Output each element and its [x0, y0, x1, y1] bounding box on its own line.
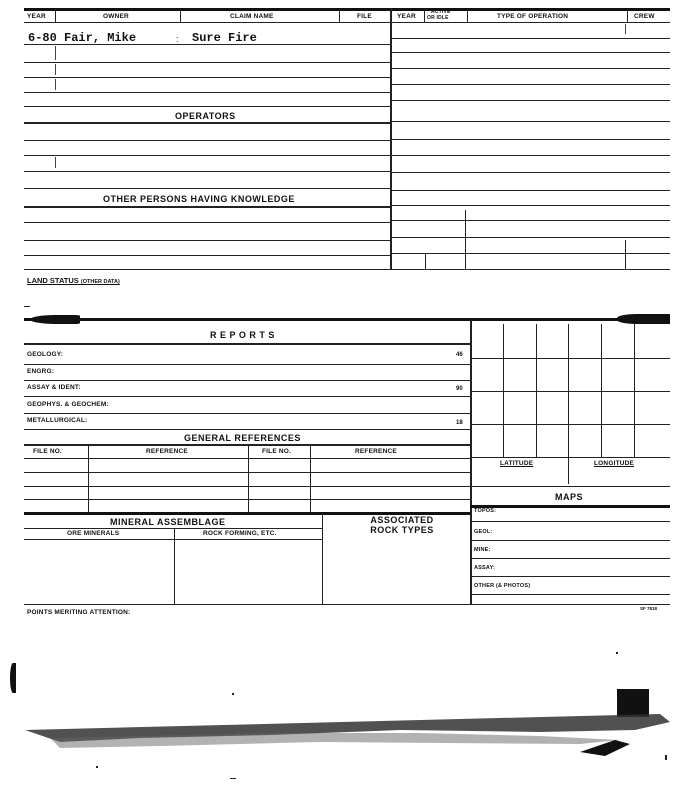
- right-row-line: [392, 52, 670, 53]
- maps-row-line: [470, 558, 670, 559]
- gr-col-divider: [248, 445, 249, 512]
- mineral-assemblage-heading: MINERAL ASSEMBLAGE: [110, 517, 226, 527]
- points-meriting-attention-label: POINTS MERITING ATTENTION:: [27, 609, 131, 616]
- coord-grid-row: [470, 358, 670, 359]
- header-sep: [627, 9, 628, 22]
- maps-heading: MAPS: [555, 492, 584, 502]
- land-status-label-group: [27, 276, 120, 285]
- report-number-assay: 90: [456, 386, 463, 392]
- right-col-divider: [465, 210, 466, 270]
- speck: [96, 766, 98, 768]
- col-year-label: YEAR: [27, 13, 46, 20]
- report-label-engrg: ENGRG:: [27, 368, 55, 375]
- speck: [616, 652, 618, 654]
- right-row-line: [392, 100, 670, 101]
- right-row-line: [392, 84, 670, 85]
- general-references-band: [24, 444, 470, 446]
- gr-col-reference-1: REFERENCE: [146, 448, 188, 455]
- col-type-of-operation-label: TYPE OF OPERATION: [497, 13, 569, 20]
- header-sep: [180, 9, 181, 22]
- right-row-line: [392, 190, 670, 191]
- bottom-noise-band: [20, 700, 675, 760]
- reports-band: [24, 343, 470, 345]
- associated-rock-types-heading-2: ROCK TYPES: [370, 525, 434, 535]
- maps-band: [470, 505, 670, 508]
- owner-row-line: [24, 77, 390, 78]
- report-label-geophys: GEOPHYS. & GEOCHEM:: [27, 401, 109, 408]
- coord-grid-row: [470, 457, 670, 458]
- report-number-geology: 46: [456, 352, 463, 358]
- coord-grid-col: [568, 324, 569, 484]
- operators-tick: [55, 157, 56, 168]
- col-claim-name-label: CLAIM NAME: [230, 13, 274, 20]
- right-row-line: [392, 253, 670, 254]
- maps-row-assay: ASSAY:: [474, 565, 496, 571]
- mineral-col-rock-forming: ROCK FORMING, ETC.: [203, 530, 277, 537]
- smudge-left: [30, 315, 80, 324]
- other-persons-row-line: [24, 240, 390, 241]
- owner-tick: [55, 64, 56, 75]
- speck: [665, 755, 667, 760]
- coord-grid-row: [470, 424, 670, 425]
- owner-row-line: [24, 44, 390, 45]
- longitude-label: LONGITUDE: [594, 460, 635, 467]
- edge-smudge: [10, 663, 16, 693]
- speck: [232, 693, 234, 695]
- right-row-line: [392, 155, 670, 156]
- right-row-line: [392, 121, 670, 122]
- form-number: SF 7818: [640, 606, 658, 611]
- gr-row-line: [24, 486, 470, 487]
- owner-tick: [55, 79, 56, 90]
- other-persons-row-line: [24, 222, 390, 223]
- report-row-line: [24, 429, 470, 430]
- maps-top-rule: [470, 486, 670, 487]
- right-col-divider: [425, 254, 426, 270]
- gr-col-file-no-2: FILE NO.: [262, 448, 292, 455]
- report-number-metallurgical: 18: [456, 420, 463, 426]
- report-row-line: [24, 364, 470, 365]
- col-year2-label: YEAR: [397, 13, 416, 20]
- top-border: [24, 8, 670, 11]
- operators-row-line: [24, 171, 390, 172]
- gr-col-divider: [88, 445, 89, 512]
- right-row-line: [392, 205, 670, 206]
- reports-bottom-rule: [24, 604, 670, 605]
- colon-mark: :: [176, 34, 179, 44]
- report-row-line: [24, 380, 470, 381]
- header-sep: [424, 9, 425, 22]
- mineral-sub-rule: [24, 528, 322, 529]
- right-row-line: [392, 269, 670, 270]
- gr-row-line: [24, 472, 470, 473]
- mineral-col-ore-minerals: ORE MINERALS: [67, 530, 120, 537]
- other-persons-band: [24, 206, 390, 208]
- owner-tick: [55, 46, 56, 60]
- maps-row-geol: GEOL:: [474, 529, 493, 535]
- operators-row-line: [24, 140, 390, 141]
- maps-row-line: [470, 576, 670, 577]
- mineral-rock-divider: [322, 513, 323, 604]
- other-persons-bottom: [24, 269, 390, 270]
- operators-row-line: [24, 155, 390, 156]
- report-label-geology: GEOLOGY:: [27, 351, 64, 358]
- right-row-line: [392, 172, 670, 173]
- col-crew-label: CREW: [634, 13, 655, 20]
- owner-row-line: [24, 106, 390, 107]
- operators-row-line: [24, 188, 390, 189]
- right-panel-divider: [470, 321, 472, 605]
- right-row-line: [392, 68, 670, 69]
- other-persons-row-line: [24, 255, 390, 256]
- maps-row-other: OTHER (& PHOTOS): [474, 583, 531, 589]
- crew-tick: [625, 24, 626, 34]
- gr-row-line: [24, 458, 470, 459]
- owner-row-line: [24, 62, 390, 63]
- speck: [230, 778, 236, 779]
- report-label-assay: ASSAY & IDENT:: [27, 384, 81, 391]
- report-label-metallurgical: METALLURGICAL:: [27, 417, 88, 424]
- reports-heading: R E P O R T S: [210, 330, 275, 340]
- land-status-subheading: (OTHER DATA): [80, 279, 120, 285]
- latitude-label: LATITUDE: [500, 460, 534, 467]
- other-persons-heading: OTHER PERSONS HAVING KNOWLEDGE: [103, 194, 295, 204]
- maps-row-line: [470, 594, 670, 595]
- owner-row-line: [24, 92, 390, 93]
- right-row-line: [392, 139, 670, 140]
- header-sep: [339, 9, 340, 22]
- header-sep: [467, 9, 468, 22]
- report-row-line: [24, 396, 470, 397]
- col-file-label: FILE: [357, 13, 372, 20]
- maps-row-line: [470, 540, 670, 541]
- gr-col-reference-2: REFERENCE: [355, 448, 397, 455]
- header-bottom-rule: [24, 22, 670, 23]
- year-owner-entry: 6-80 Fair, Mike: [28, 31, 137, 45]
- col-active-label-2: OR IDLE: [427, 15, 449, 21]
- mineral-col-divider: [174, 529, 175, 604]
- gr-col-divider: [310, 445, 311, 512]
- maps-row-mine: MINE:: [474, 547, 491, 553]
- col-owner-label: OWNER: [103, 13, 129, 20]
- operators-band-top: [24, 122, 390, 124]
- gr-row-line: [24, 499, 470, 500]
- reports-top-heavy-rule: [24, 318, 670, 321]
- land-status-dash: [24, 306, 30, 307]
- right-row-line: [392, 38, 670, 39]
- right-col-divider: [625, 240, 626, 270]
- col-active-label-1: ACTIVE: [431, 9, 451, 15]
- maps-row-topos: TOPOS:: [474, 508, 497, 514]
- smudge-right: [617, 314, 670, 324]
- general-references-heading: GENERAL REFERENCES: [184, 433, 301, 443]
- associated-rock-types-heading-1: ASSOCIATED: [370, 515, 434, 525]
- operators-heading: OPERATORS: [175, 111, 236, 121]
- claim-name-entry: Sure Fire: [192, 31, 257, 45]
- report-row-line: [24, 413, 470, 414]
- right-row-line: [392, 220, 670, 221]
- header-sep: [55, 9, 56, 22]
- maps-row-line: [470, 521, 670, 522]
- coord-grid-row: [470, 391, 670, 392]
- land-status-heading: LAND STATUS: [27, 276, 79, 285]
- mineral-col-header-rule: [24, 539, 322, 540]
- right-row-line: [392, 237, 670, 238]
- gr-col-file-no-1: FILE NO.: [33, 448, 63, 455]
